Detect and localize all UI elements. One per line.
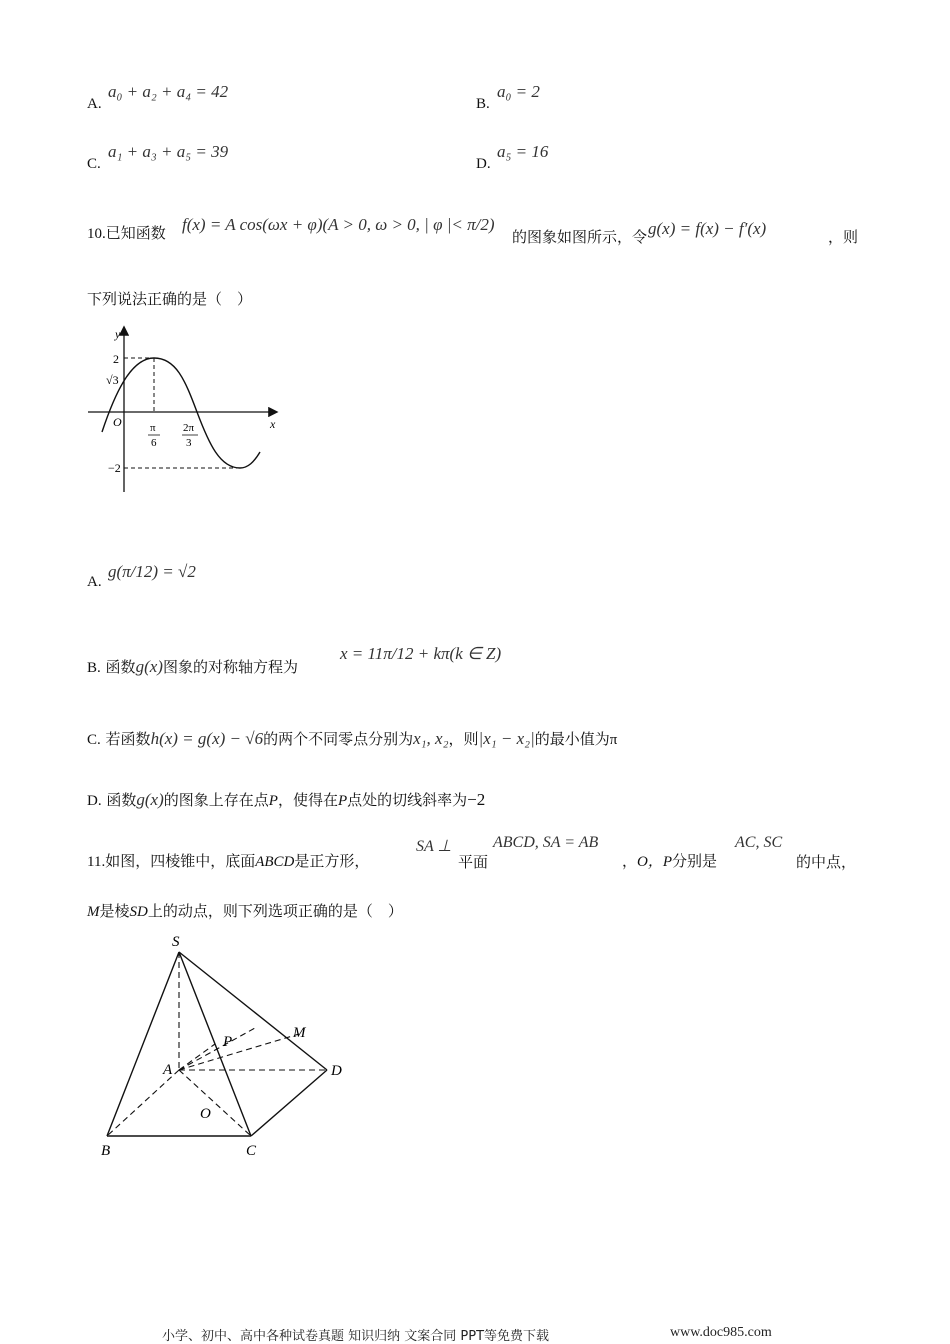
q9-option-b-expr: a₀ = 2 (497, 82, 540, 101)
x-tick1-den: 6 (151, 437, 157, 449)
q10-option-d (87, 789, 485, 810)
q11-op: O，P (637, 854, 673, 870)
q10-line2: 下列说法正确的是（ ） (87, 290, 253, 308)
q9-option-a-label: A. (87, 96, 102, 112)
q11-text3: 平面 (458, 853, 489, 871)
edge-sb (107, 952, 179, 1136)
edge-ac (179, 1070, 251, 1136)
y-tick-2: 2 (113, 352, 119, 366)
q10-option-d-text4: 点处的切线斜率为 (347, 791, 468, 809)
q11-pyramid-figure (95, 928, 365, 1163)
q9-option-d-label: D. (476, 156, 491, 172)
label-o: O (200, 1106, 211, 1122)
q10-number: 10. (87, 226, 106, 242)
segment-am (179, 1034, 299, 1070)
y-tick-sqrt3: √3 (106, 373, 119, 387)
footer-text: 小学、初中、高中各种试卷真题 知识归纳 文案合同 PPT等免费下载 (162, 1329, 550, 1344)
q10-g-definition: g(x) = f(x) − f′(x) (648, 219, 767, 238)
q9-option-b-label: B. (476, 96, 490, 112)
x-tick2-num: 2π (183, 422, 195, 434)
x-tick1-num: π (150, 422, 156, 434)
q11-text8: 上的动点，则下列选项正确的是（ ） (147, 902, 403, 920)
q10-option-b-expr: x = 11π/12 + kπ(k ∈ Z) (340, 644, 502, 663)
label-p: P (223, 1034, 233, 1050)
q9-option-c-expr: a₁ + a₃ + a₅ = 39 (108, 142, 229, 161)
label-d: D (331, 1063, 342, 1079)
q10-function-def: f(x) = A cos(ωx + φ)(A > 0, ω > 0, | φ |< π/2) (182, 215, 495, 234)
q10-option-d-g: g(x) (136, 790, 164, 809)
segment-a-sm (179, 1028, 255, 1070)
q10-option-c-xs: x₁, x₂ (413, 729, 449, 748)
q10-tail-text: ，则 (828, 228, 859, 246)
q11-m: M (87, 904, 100, 920)
q10-mid-text: 的图象如图所示，令 (512, 228, 648, 246)
y-tick-neg2: −2 (108, 461, 121, 475)
q10-option-d-label: D. (87, 793, 102, 809)
q10-option-d-text1: 函数 (106, 791, 137, 809)
q10-cosine-graph (80, 318, 290, 498)
edge-cd (251, 1070, 327, 1136)
origin-label: O (113, 415, 122, 429)
label-s: S (172, 934, 180, 950)
q10-option-b-text2: 图象的对称轴方程为 (162, 658, 298, 676)
q11-text5: 分别是 (672, 852, 718, 870)
q10-option-d-text2: 的图象上存在点 (163, 791, 269, 809)
q11-condition: ABCD, SA = AB (493, 834, 599, 851)
label-b: B (101, 1143, 111, 1159)
q10-option-c-text2: 的两个不同零点分别为 (263, 730, 414, 748)
edge-ab (107, 1070, 179, 1136)
q11-text7: 是棱 (99, 902, 130, 920)
q10-option-b (87, 656, 298, 677)
q9-option-d-expr: a₅ = 16 (497, 142, 549, 161)
q10-option-b-g: g(x) (135, 657, 163, 676)
q10-option-b-text1: 函数 (105, 658, 136, 676)
q10-option-a-label: A. (87, 574, 102, 590)
q11-stem-line1b (622, 850, 717, 871)
q10-option-d-p2: P (337, 793, 348, 809)
q10-option-c-pi: π (609, 732, 618, 748)
q10-option-c-label: C. (87, 732, 101, 748)
segment-ap (179, 1044, 215, 1070)
y-axis-label: y (115, 327, 121, 341)
q11-text1: 如图，四棱锥中，底面 (105, 852, 256, 870)
q11-text4: ， (622, 852, 638, 870)
edge-sd (179, 952, 327, 1070)
x-tick2-den: 3 (186, 437, 192, 449)
label-m: M (293, 1025, 306, 1041)
q10-option-d-p1: P (268, 793, 278, 809)
q10-option-d-value: −2 (467, 790, 486, 809)
x-axis-label: x (270, 417, 276, 431)
q11-abcd: ABCD (255, 854, 295, 870)
cosine-curve (102, 358, 260, 468)
q11-sa-perp: SA ⊥ (416, 838, 452, 855)
q11-ac-sc: AC, SC (735, 834, 783, 851)
q10-intro: 已知函数 (105, 224, 166, 242)
footer-url[interactable]: www.doc985.com (670, 1325, 772, 1340)
q11-text6: 的中点， (796, 853, 857, 871)
label-a: A (163, 1062, 173, 1078)
q10-option-d-text3: ，使得在 (277, 791, 338, 809)
q10-option-a-expr: g(π/12) = √2 (108, 562, 196, 581)
q11-stem-line1 (87, 850, 369, 871)
q10-option-c-text1: 若函数 (105, 730, 151, 748)
q11-stem-line2 (87, 900, 403, 921)
q9-option-c-label: C. (87, 156, 101, 172)
q10-option-c-text3: ，则 (448, 730, 479, 748)
q9-option-a-expr: a₀ + a₂ + a₄ = 42 (108, 82, 229, 101)
q10-option-c-text4: 的最小值为 (534, 730, 610, 748)
q11-number: 11. (87, 854, 106, 870)
q10-option-c-abs: |x₁ − x₂| (478, 729, 535, 748)
q10-option-c (87, 728, 617, 749)
q11-text2: 是正方形， (294, 852, 370, 870)
q10-option-b-label: B. (87, 660, 101, 676)
q10-option-c-h: h(x) = g(x) − √6 (150, 729, 264, 748)
q11-sd: SD (129, 904, 148, 920)
label-c: C (246, 1143, 257, 1159)
q10-stem (87, 222, 166, 243)
